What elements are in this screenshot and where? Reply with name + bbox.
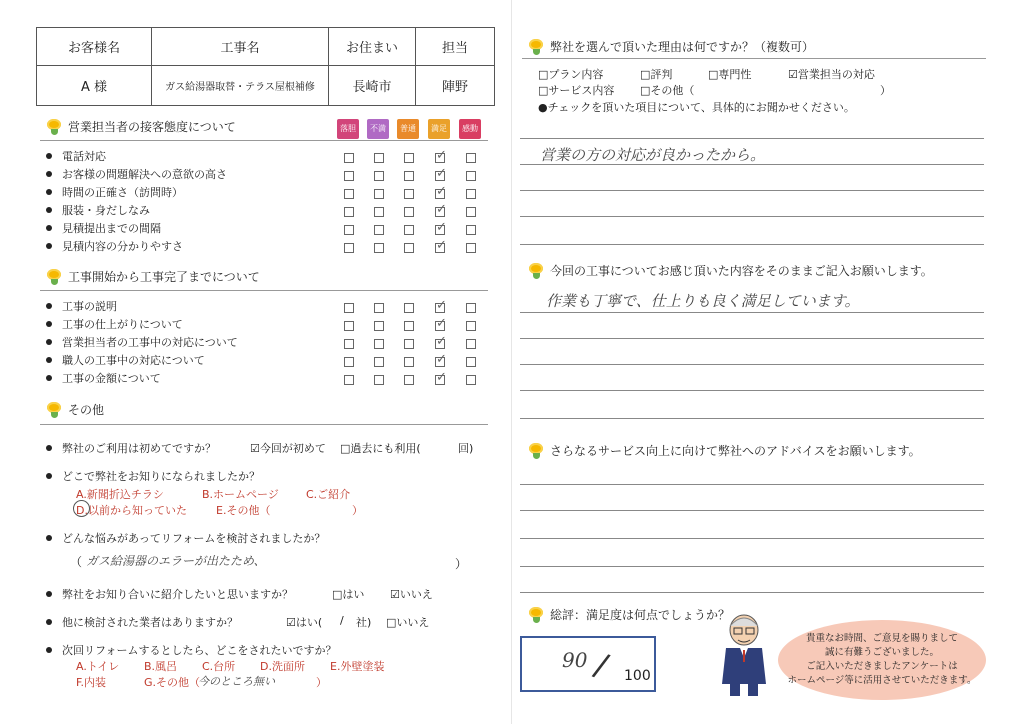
bullet-icon: [46, 357, 52, 363]
rating-checkbox[interactable]: [374, 153, 384, 163]
rating-label-3: 普通: [397, 119, 419, 139]
thanks-line: 貴重なお時間、ご意見を賜りまして: [805, 633, 958, 644]
option-label: はい: [342, 588, 365, 601]
rating-checkbox[interactable]: [344, 225, 354, 235]
survey-item-label: 時間の正確さ（訪問時）: [62, 186, 183, 199]
staff-name: 陣野: [416, 66, 495, 106]
header-customer-label: お客様名: [37, 28, 152, 66]
survey-item-label: 職人の工事中の対応について: [62, 354, 205, 367]
advice-header: [528, 442, 921, 459]
option-bath[interactable]: B.風呂: [144, 660, 178, 673]
option-recommend-no[interactable]: ☑いいえ: [390, 588, 433, 601]
option-expertise[interactable]: □専門性: [708, 68, 752, 81]
check-mark-icon: ✓: [436, 148, 447, 163]
companies-count-close: 社): [356, 616, 372, 629]
thanks-message: [778, 620, 986, 700]
advice-title: さらなるサービス向上に向けて弊社へのアドバイスをお願いします。: [550, 444, 921, 458]
reason-note: ●チェックを頂いた項目について、具体的にお聞かせください。: [538, 101, 855, 114]
rating-checkbox[interactable]: [466, 171, 476, 181]
next-reform-answer[interactable]: 今のところ無い: [198, 675, 275, 688]
survey-item-label: 工事の仕上がりについて: [62, 318, 183, 331]
option-label: 評判: [650, 68, 673, 81]
section1-title: 営業担当者の接客態度について: [68, 120, 236, 134]
rating-checkbox[interactable]: [466, 375, 476, 385]
rating-checkbox[interactable]: [344, 189, 354, 199]
reason-title: 弊社を選んで頂いた理由は何ですか？（複数可）: [550, 40, 815, 54]
option-washroom[interactable]: D.洗面所: [260, 660, 305, 673]
score-header: [528, 606, 730, 623]
check-mark-icon: ✓: [436, 298, 447, 313]
answer-line: [520, 338, 984, 339]
question-reason: [46, 530, 325, 546]
rating-checkbox[interactable]: [344, 171, 354, 181]
impression-title: 今回の工事についてお感じ頂いた内容をそのままご記入お願いします。: [550, 264, 933, 278]
option-label: サービス内容: [548, 84, 615, 97]
survey-item: [46, 352, 205, 368]
question-first-time: [46, 440, 216, 456]
bullet-icon: [46, 207, 52, 213]
rating-checkbox[interactable]: [374, 207, 384, 217]
option-label: その他（: [650, 84, 695, 97]
answer-line: [520, 538, 984, 539]
rating-checkbox[interactable]: [466, 339, 476, 349]
rating-checkbox[interactable]: [404, 303, 414, 313]
rating-checkbox[interactable]: [404, 207, 414, 217]
check-mark-icon: ✓: [436, 184, 447, 199]
survey-item: [46, 238, 183, 254]
question-text: どんな悩みがあってリフォームを検討されましたか？: [62, 532, 326, 545]
rating-checkbox[interactable]: [466, 153, 476, 163]
score-title: 総評：満足度は何点でしょうか？: [550, 608, 731, 622]
survey-item: [46, 220, 161, 236]
answer-line: [520, 312, 984, 313]
check-mark-icon: ✓: [436, 352, 447, 367]
survey-item-label: 工事の説明: [62, 300, 117, 313]
rating-label-5: 感動: [459, 119, 481, 139]
option-other[interactable]: □その他（: [640, 84, 695, 97]
rating-checkbox[interactable]: [344, 357, 354, 367]
section2-header: [46, 268, 260, 285]
header-project-label: 工事名: [152, 28, 329, 66]
survey-item-label: 営業担当者の工事中の対応について: [62, 336, 238, 349]
option-label: いいえ: [399, 588, 433, 601]
flower-icon: [528, 443, 544, 459]
option-service[interactable]: □サービス内容: [538, 84, 615, 97]
check-mark-icon: ✓: [436, 334, 447, 349]
rating-checkbox[interactable]: [344, 303, 354, 313]
option-kitchen[interactable]: C.台所: [202, 660, 236, 673]
rating-checkbox[interactable]: [466, 207, 476, 217]
rating-checkbox[interactable]: [404, 357, 414, 367]
survey-item-label: お客様の問題解決への意欲の高さ: [62, 168, 227, 181]
impression-answer[interactable]: 作業も丁寧で、仕上りも良く満足しています。: [546, 292, 860, 310]
survey-item: [46, 316, 183, 332]
rating-label-1: 落胆: [337, 119, 359, 139]
answer-line: [520, 484, 984, 485]
bullet-icon: [46, 243, 52, 249]
bullet-icon: [46, 189, 52, 195]
option-label: プラン内容: [548, 68, 604, 81]
header-address-label: お住まい: [329, 28, 416, 66]
impression-header: [528, 262, 933, 279]
page-fold: [511, 0, 512, 724]
option-reputation[interactable]: □評判: [640, 68, 673, 81]
reason-open-paren: （: [70, 555, 83, 569]
rating-checkbox[interactable]: [374, 243, 384, 253]
question-text: 弊社のご利用は初めてですか？: [62, 442, 216, 455]
answer-line: [520, 418, 984, 419]
answer-line: [520, 164, 984, 165]
rating-checkbox[interactable]: [404, 189, 414, 199]
survey-item-label: 工事の金額について: [62, 372, 161, 385]
option-recommend-yes[interactable]: □はい: [332, 588, 365, 601]
thanks-line: ホームページ等に活用させていただきます。: [787, 675, 977, 686]
bullet-icon: [46, 473, 52, 479]
check-mark-icon: ✓: [436, 220, 447, 235]
rating-checkbox[interactable]: [374, 225, 384, 235]
bullet-icon: [46, 647, 52, 653]
companies-separator: /: [340, 614, 344, 627]
rating-label-2: 不満: [367, 119, 389, 139]
flower-icon: [528, 263, 544, 279]
option-label: 今回が初めて: [259, 442, 326, 455]
question-text: どこで弊社をお知りになられましたか？: [62, 470, 260, 483]
answer-line: [520, 138, 984, 139]
customer-address: 長崎市: [329, 66, 416, 106]
question-how-known: [46, 468, 260, 484]
rating-checkbox[interactable]: [344, 153, 354, 163]
check-mark-icon: ✓: [436, 166, 447, 181]
check-mark-icon: ✓: [436, 238, 447, 253]
bullet-icon: [46, 153, 52, 159]
staff-mascot-icon: [716, 614, 772, 698]
reason-close-paren: ）: [455, 557, 468, 571]
option-referral[interactable]: C.ご紹介: [306, 488, 351, 501]
rating-checkbox[interactable]: [374, 303, 384, 313]
option-other-close: ）: [880, 84, 891, 97]
rating-checkbox[interactable]: [374, 189, 384, 199]
flower-icon: [528, 39, 544, 55]
answer-line: [520, 592, 984, 593]
survey-item: [46, 148, 106, 164]
bullet-icon: [46, 591, 52, 597]
check-mark-icon: ✓: [436, 316, 447, 331]
rating-checkbox[interactable]: [374, 321, 384, 331]
bullet-icon: [46, 339, 52, 345]
answer-line: [520, 364, 984, 365]
option-toilet[interactable]: A.トイレ: [76, 660, 120, 673]
header-staff-label: 担当: [416, 28, 495, 66]
option-other-companies-yes[interactable]: ☑はい(: [286, 616, 323, 629]
rating-label-4: 満足: [428, 119, 450, 139]
rating-checkbox[interactable]: [374, 375, 384, 385]
option-newspaper[interactable]: A.新聞折込チラシ: [76, 488, 164, 501]
answer-line: [520, 390, 984, 391]
option-label: 営業担当の対応: [797, 68, 875, 81]
flower-icon: [528, 607, 544, 623]
rating-checkbox[interactable]: [374, 339, 384, 349]
bullet-icon: [46, 535, 52, 541]
section3-header: [46, 401, 104, 418]
option-exterior-paint[interactable]: E.外壁塗装: [330, 660, 385, 673]
score-slash: /: [589, 645, 613, 685]
option-used-count-close: 回): [458, 442, 474, 455]
score-value: 90: [562, 648, 588, 672]
survey-item-label: 電話対応: [62, 150, 106, 163]
rating-checkbox[interactable]: [344, 375, 354, 385]
flower-icon: [46, 119, 62, 135]
rating-checkbox[interactable]: [374, 171, 384, 181]
rating-checkbox[interactable]: [466, 243, 476, 253]
answer-line: [520, 216, 984, 217]
bullet-icon: [46, 619, 52, 625]
divider: [40, 140, 488, 141]
check-mark-icon: ✓: [436, 202, 447, 217]
bullet-icon: [46, 303, 52, 309]
divider: [40, 290, 488, 291]
survey-item: [46, 166, 227, 182]
rating-checkbox[interactable]: [404, 225, 414, 235]
rating-checkbox[interactable]: [374, 357, 384, 367]
survey-item: [46, 202, 150, 218]
divider: [522, 58, 986, 59]
reason-answer[interactable]: 営業の方の対応が良かったから。: [540, 146, 766, 164]
rating-checkbox[interactable]: [344, 207, 354, 217]
rating-checkbox[interactable]: [404, 339, 414, 349]
section1-header: [46, 118, 236, 135]
answer-line: [520, 510, 984, 511]
option-label: 専門性: [718, 68, 752, 81]
option-interior[interactable]: F.内装: [76, 676, 107, 689]
customer-info-table: [36, 27, 495, 106]
answer-line: [520, 190, 984, 191]
option-other[interactable]: E.その他（: [216, 504, 271, 517]
option-label: はい(: [295, 616, 323, 629]
option-first-time[interactable]: ☑今回が初めて: [250, 442, 326, 455]
bullet-icon: [46, 375, 52, 381]
bullet-icon: [46, 171, 52, 177]
rating-checkbox[interactable]: [466, 321, 476, 331]
option-label: 過去にも利用(: [350, 442, 421, 455]
survey-item-label: 服装・身だしなみ: [62, 204, 150, 217]
rating-checkbox[interactable]: [344, 321, 354, 331]
project-name: ガス給湯器取替・テラス屋根補修: [152, 66, 329, 106]
flower-icon: [46, 402, 62, 418]
customer-name: A 様: [37, 66, 152, 106]
divider: [40, 424, 488, 425]
option-used-before[interactable]: □過去にも利用(: [340, 442, 421, 455]
option-other[interactable]: G.その他（: [144, 676, 201, 689]
question-recommend: [46, 586, 293, 602]
option-known-before[interactable]: [76, 502, 187, 518]
check-mark-icon: ✓: [436, 370, 447, 385]
option-plan[interactable]: □プラン内容: [538, 68, 604, 81]
rating-checkbox[interactable]: [404, 375, 414, 385]
answer-line: [520, 244, 984, 245]
option-other-close: ）: [352, 504, 363, 517]
question-next-reform: [46, 642, 336, 658]
rating-checkbox[interactable]: [344, 339, 354, 349]
question-text: 次回リフォームするとしたら、どこをされたいですか？: [62, 644, 337, 657]
option-homepage[interactable]: B.ホームページ: [202, 488, 279, 501]
rating-checkbox[interactable]: [404, 243, 414, 253]
score-box[interactable]: [520, 636, 656, 692]
rating-checkbox[interactable]: [344, 243, 354, 253]
rating-checkbox[interactable]: [404, 321, 414, 331]
bullet-icon: [46, 225, 52, 231]
question-text: 他に検討された業者はありますか？: [62, 616, 238, 629]
rating-checkbox[interactable]: [404, 153, 414, 163]
rating-checkbox[interactable]: [466, 303, 476, 313]
survey-item: [46, 184, 183, 200]
survey-item-label: 見積内容の分かりやすさ: [62, 240, 183, 253]
rating-checkbox[interactable]: [466, 189, 476, 199]
survey-item: [46, 370, 161, 386]
option-other-companies-no[interactable]: □いいえ: [386, 616, 430, 629]
option-label: いいえ: [396, 616, 430, 629]
answer-line: [520, 566, 984, 567]
question-text: 弊社をお知り合いに紹介したいと思いますか？: [62, 588, 293, 601]
flower-icon: [46, 269, 62, 285]
question-other-companies: [46, 614, 238, 630]
bullet-icon: [46, 445, 52, 451]
option-other-close: ）: [316, 676, 327, 689]
thanks-line: ご記入いただきましたアンケートは: [806, 661, 958, 672]
reason-answer[interactable]: ガス給湯器のエラーが出たため、: [86, 554, 266, 568]
reason-header: [528, 38, 814, 55]
survey-item: [46, 334, 238, 350]
option-label: D.以前から知っていた: [76, 504, 187, 517]
survey-item: [46, 298, 117, 314]
rating-checkbox[interactable]: [466, 225, 476, 235]
survey-item-label: 見積提出までの間隔: [62, 222, 161, 235]
rating-checkbox[interactable]: [466, 357, 476, 367]
score-max: 100: [624, 668, 651, 684]
option-sales-response[interactable]: ☑営業担当の対応: [788, 68, 875, 81]
bullet-icon: [46, 321, 52, 327]
section2-title: 工事開始から工事完了までについて: [68, 270, 260, 284]
selected-circle-mark: [73, 500, 90, 517]
thanks-line: 誠に有難うございました。: [824, 647, 939, 658]
section3-title: その他: [68, 403, 105, 417]
rating-checkbox[interactable]: [404, 171, 414, 181]
